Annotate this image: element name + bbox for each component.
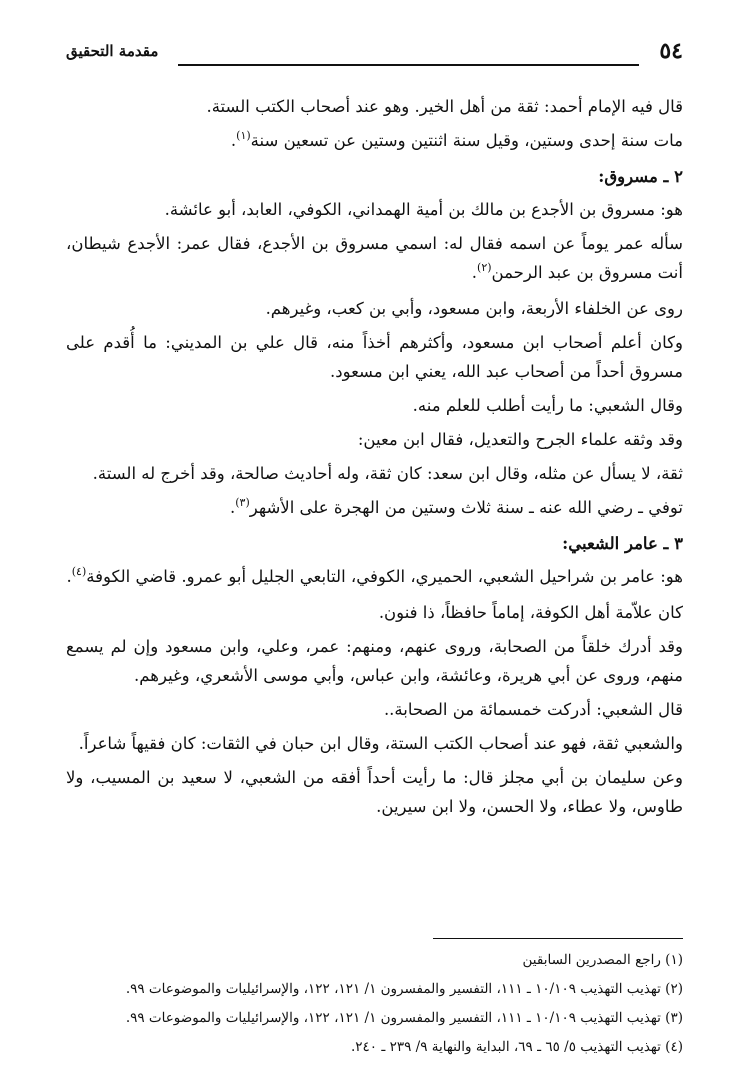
paragraph: روى عن الخلفاء الأربعة، وابن مسعود، وأبي بن كعب، وغيرهم. xyxy=(265,299,683,318)
footnote-ref: (٢) xyxy=(477,261,492,274)
footnote: (٣) تهذيب التهذيب ١٠/١٠٩ ـ ١١١، التفسير والمفسرون ١/ ١٢١، ١٢٢، والإسرائيليات والموضوعات ٩٩. xyxy=(125,1010,683,1026)
paragraph: وقد أدرك خلقاً من الصحابة، وروى عنهم، ومنهم: عمر، وعلي، وابن مسعود وإن لم يسمع منهم، وروى عن أبي هريرة، وعائشة، وابن عباس، وأبي موسى الأشعري، وغيرهم. xyxy=(66,637,683,685)
paragraph: هو: عامر بن شراحيل الشعبي، الحميري، الكوفي، التابعي الجليل أبو عمرو. قاضي الكوفة$^{(٤)}$. xyxy=(66,565,683,586)
footnote: (٤) تهذيب التهذيب ٥/ ٦٥ ـ ٦٩، البداية والنهاية ٩/ ٢٣٩ ـ ٢٤٠. xyxy=(351,1039,683,1055)
paragraph: هو: مسروق بن الأجدع بن مالك بن أمية الهمداني، الكوفي، العابد، أبو عائشة. xyxy=(164,200,683,219)
paragraph: مات سنة إحدى وستين، وقيل سنة اثنتين وستين عن تسعين سنة$^{(١)}$. xyxy=(230,129,683,150)
footnotes xyxy=(66,948,683,1064)
footnote-ref: (٣) xyxy=(235,496,250,509)
paragraph: كان علاّمة أهل الكوفة، إماماً حافظاً، ذا فنون. xyxy=(378,603,683,622)
footnote-ref: (٤) xyxy=(71,565,87,578)
paragraph: وقال الشعبي: ما رأيت أطلب للعلم منه. xyxy=(412,396,683,415)
paragraph: وكان أعلم أصحاب ابن مسعود، وأكثرهم أخذاً منه، قال علي بن المديني: ما أُقدم على مسروق أحداً من أصحاب عبد الله، يعني ابن مسعود. xyxy=(66,333,683,381)
paragraph: والشعبي ثقة، فهو عند أصحاب الكتب الستة، وقال ابن حبان في الثقات: كان فقيهاً شاعراً. xyxy=(78,734,683,753)
paragraph: قال الشعبي: أدركت خمسمائة من الصحابة.. xyxy=(383,700,683,719)
section-heading: ٢ ـ مسروق: xyxy=(598,167,683,186)
page-number: ٥٤ xyxy=(659,38,683,64)
footnote: (١) راجع المصدرين السابقين xyxy=(522,952,683,968)
section-heading: ٣ ـ عامر الشعبي: xyxy=(562,534,683,553)
paragraph: وقد وثقه علماء الجرح والتعديل، فقال ابن معين: xyxy=(357,430,683,449)
footnote-separator xyxy=(433,938,683,939)
paragraph: ثقة، لا يسأل عن مثله، وقال ابن سعد: كان ثقة، وله أحاديث صالحة، وقد أخرج له الستة. xyxy=(92,464,683,483)
header-rule xyxy=(178,64,639,66)
footnote-ref: (١) xyxy=(236,129,251,142)
paragraph: سأله عمر يوماً عن اسمه فقال له: اسمي مسروق بن الأجدع، فقال عمر: الأجدع شيطان، أنت مسروق بن عبد الرحمن$^{(٢)}$. xyxy=(66,234,683,282)
page-header xyxy=(66,38,683,70)
paragraph: قال فيه الإمام أحمد: ثقة من أهل الخير. وهو عند أصحاب الكتب الستة. xyxy=(206,97,683,116)
footnote: (٢) تهذيب التهذيب ١٠/١٠٩ ـ ١١١، التفسير والمفسرون ١/ ١٢١، ١٢٢، والإسرائيليات والموضوعات ٩٩. xyxy=(125,981,683,997)
running-title: مقدمة التحقيق xyxy=(66,42,159,60)
main-text xyxy=(66,92,683,826)
paragraph: توفي ـ رضي الله عنه ـ سنة ثلاث وستين من الهجرة على الأشهر$^{(٣)}$. xyxy=(230,496,683,517)
paragraph: وعن سليمان بن أبي مجلز قال: ما رأيت أحداً أفقه من الشعبي، لا سعيد بن المسيب، ولا طاوس، ولا عطاء، ولا الحسن، ولا ابن سيرين. xyxy=(66,768,683,816)
